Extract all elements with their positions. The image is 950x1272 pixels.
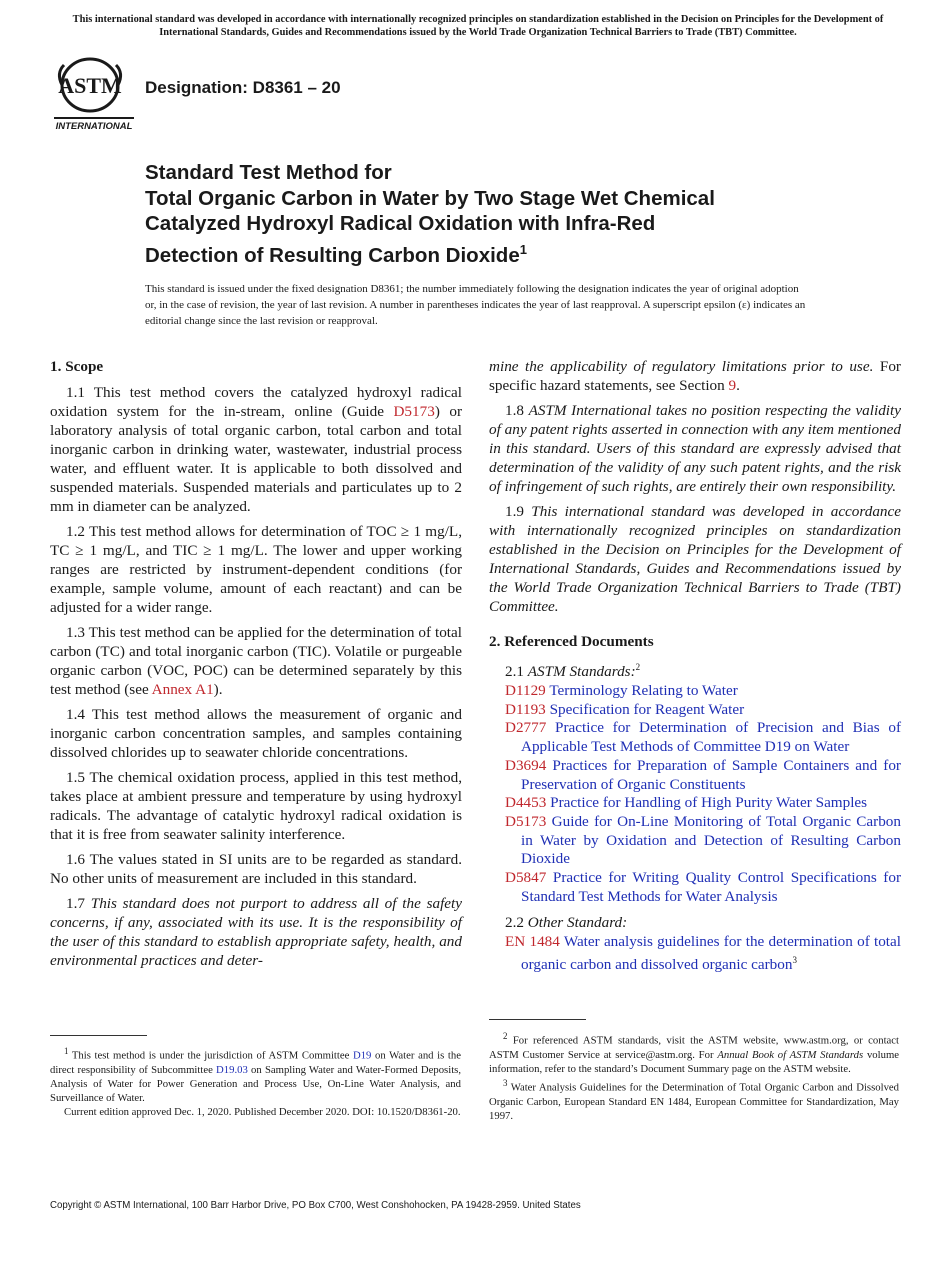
astm-standards-heading: 2.1 ASTM Standards:$^2$ [505,662,641,681]
link-annex-a1[interactable]: Annex A1 [151,681,214,698]
title-line: Catalyzed Hydroxyl Radical Oxidation with Infra-Red [145,212,656,235]
left-column [50,357,462,976]
top-notice: This international standard was developed in accordance with internationally recognized principles on standardization established in the Decision on Principles for the Development of International Standards, Guides and Recommendations issued by the World Trade Organization Technical Barriers to Trade (TBT) Committee. [72,14,884,38]
paragraph-1-7-continued: mine the applicability of regulatory limitations prior to use. For specific hazard statements, see Section 9. [489,358,901,394]
reference-item[interactable]: D1193 Specification for Reagent Water [505,700,745,718]
reference-item[interactable]: D3694 Practices for Preparation of Sample Containers and for Preservation of Organic Constituents [505,756,901,793]
right-column [489,357,901,981]
paragraph-1-4: 1.4 This test method allows the measurement of organic and inorganic carbon concentration samples, and samples containing dissolved chlorides up to seawater chloride concentrations. [50,706,462,761]
other-standard-heading: 2.2 Other Standard: [505,913,628,931]
link-d19-03[interactable]: D19.03 [216,1063,248,1076]
astm-standards-list [489,682,901,906]
paragraph-1-8: 1.8 ASTM International takes no position respecting the validity of any patent rights asserted in connection with any item mentioned in this standard. Users of this standard are expressly advised that determination of the validity of any such patent rights, and the risk of infringement of such rights, are entirely their own responsibility. [489,402,901,495]
footnote-1: $^1$ This test method is under the jurisdiction of ASTM Committee D19 on Water and is the direct responsibility of Subcommittee D19.03 on Sampling Water and Water-Formed Deposits, Analysis of Water for Power Generation and Process Use, On-Line Water Analysis, and Surveillance of Water. [50,1046,461,1105]
link-d19[interactable]: D19 [352,1049,372,1062]
footnote-divider [50,1035,147,1036]
link-section-9[interactable]: 9 [728,377,737,394]
footnotes-left [50,1044,461,1120]
footnote-2: $^2$ For referenced ASTM standards, visit the ASTM website, www.astm.org, or contact ASTM Customer Service at service@astm.org. For Annual Book of ASTM Standards volume information, refer to the standard’s Document Summary page on the ASTM website. [489,1031,899,1075]
paragraph-1-9: 1.9 This international standard was developed in accordance with internationally recognized principles on standardization established in the Decision on Principles for the Development of International Standards, Guides and Recommendations issued by the World Trade Organization Technical Barriers to Trade (TBT) Committee. [489,503,902,615]
section-heading-scope: 1. Scope [50,358,104,375]
link-d5173[interactable]: D5173 [393,403,435,420]
issue-note: This standard is issued under the fixed designation D8361; the number immediately following the designation indicates the year of original adoption or, in the case of revision, the year of last revision. A number in parentheses indicates the year of last reapproval. A superscript epsilon (ε) indicates an editorial change since the last revision or reapproval. [145,283,806,327]
paragraph-1-5: 1.5 The chemical oxidation process, applied in this test method, takes place at ambient pressure and temperature by using hydroxyl radicals. The advantage of catalytic hydroxyl radical oxidation is that it is free from seawater salinity interference. [50,769,462,843]
document-title [145,160,845,268]
paragraph-1-7: 1.7 This standard does not purport to address all of the safety concerns, if any, associated with its use. It is the responsibility of the user of this standard to establish appropriate safety, health, and environmental practices and deter- [50,895,462,969]
paragraph-1-6: 1.6 The values stated in SI units are to be regarded as standard. No other units of measurement are included in this standard. [50,851,462,887]
reference-item[interactable]: D5173 Guide for On-Line Monitoring of Total Organic Carbon in Water by Oxidation and Detection of Resulting Carbon Dioxide [505,812,901,868]
footnotes-right [489,1029,899,1123]
copyright-footer: Copyright © ASTM International, 100 Barr Harbor Drive, PO Box C700, West Conshohocken, PA 19428-2959. United States [50,1200,581,1211]
title-line: Standard Test Method for [145,161,392,184]
reference-item[interactable]: D2777 Practice for Determination of Precision and Bias of Applicable Test Methods of Committee D19 on Water [505,719,902,756]
footnote-mark[interactable]: 1 [519,241,527,257]
svg-text:ASTM: ASTM [58,73,122,98]
paragraph-1-2: 1.2 This test method allows for determination of TOC ≥ 1 mg/L, TC ≥ 1 mg/L, and TIC ≥ 1 mg/L. The lower and upper working ranges are restricted by instrument-dependent conditions (for example, sample volume, amount of each reactant) and can be adjusted for a wider range. [50,523,462,616]
reference-item[interactable]: D1129 Terminology Relating to Water [505,682,738,700]
other-standards-list [489,933,901,975]
reference-item[interactable]: D4453 Practice for Handling of High Purity Water Samples [505,794,868,812]
title-line: Total Organic Carbon in Water by Two Stage Wet Chemical [145,186,715,210]
svg-text:INTERNATIONAL: INTERNATIONAL [55,121,133,131]
astm-logo [52,55,136,131]
designation: Designation: D8361 – 20 [145,78,341,97]
footnote-1-edition: Current edition approved Dec. 1, 2020. Published December 2020. DOI: 10.1520/D8361-20. [64,1106,461,1119]
reference-item[interactable]: EN 1484 Water analysis guidelines for the determination of total organic carbon and dissolved organic carbon$^3$ [505,932,901,974]
footnote-mark: 3 [792,955,797,966]
section-heading-referenced-documents: 2. Referenced Documents [489,633,654,650]
paragraph-1-1: 1.1 This test method covers the catalyzed hydroxyl radical oxidation system for the in-stream, online (Guide D5173) or laboratory analysis of total organic carbon, total carbon and total inorganic carbon in drinking water, wastewater, industrial process water, and effluent water. It is applicable to both dissolved and suspended materials. Suspended materials and particulates up to 2 mm in diameter can be analyzed. [50,384,462,515]
reference-item[interactable]: D5847 Practice for Writing Quality Control Specifications for Standard Test Methods for Water Analysis [505,869,902,905]
footnote-divider [489,1019,586,1020]
footnote-mark[interactable]: 2 [635,662,641,672]
title-line: Detection of Resulting Carbon Dioxide$^1$ [145,241,527,267]
footnote-3: $^3$ Water Analysis Guidelines for the Determination of Total Organic Carbon and Dissolved Organic Carbon, European Standard EN 1484, European Committee for Standardization, May 1997. [489,1078,899,1123]
paragraph-1-3: 1.3 This test method can be applied for the determination of total carbon (TC) and total inorganic carbon (TIC). Volatile or purgeable organic carbon (VOC, POC) can be determined separately by this test method (see Annex A1). [50,624,462,698]
